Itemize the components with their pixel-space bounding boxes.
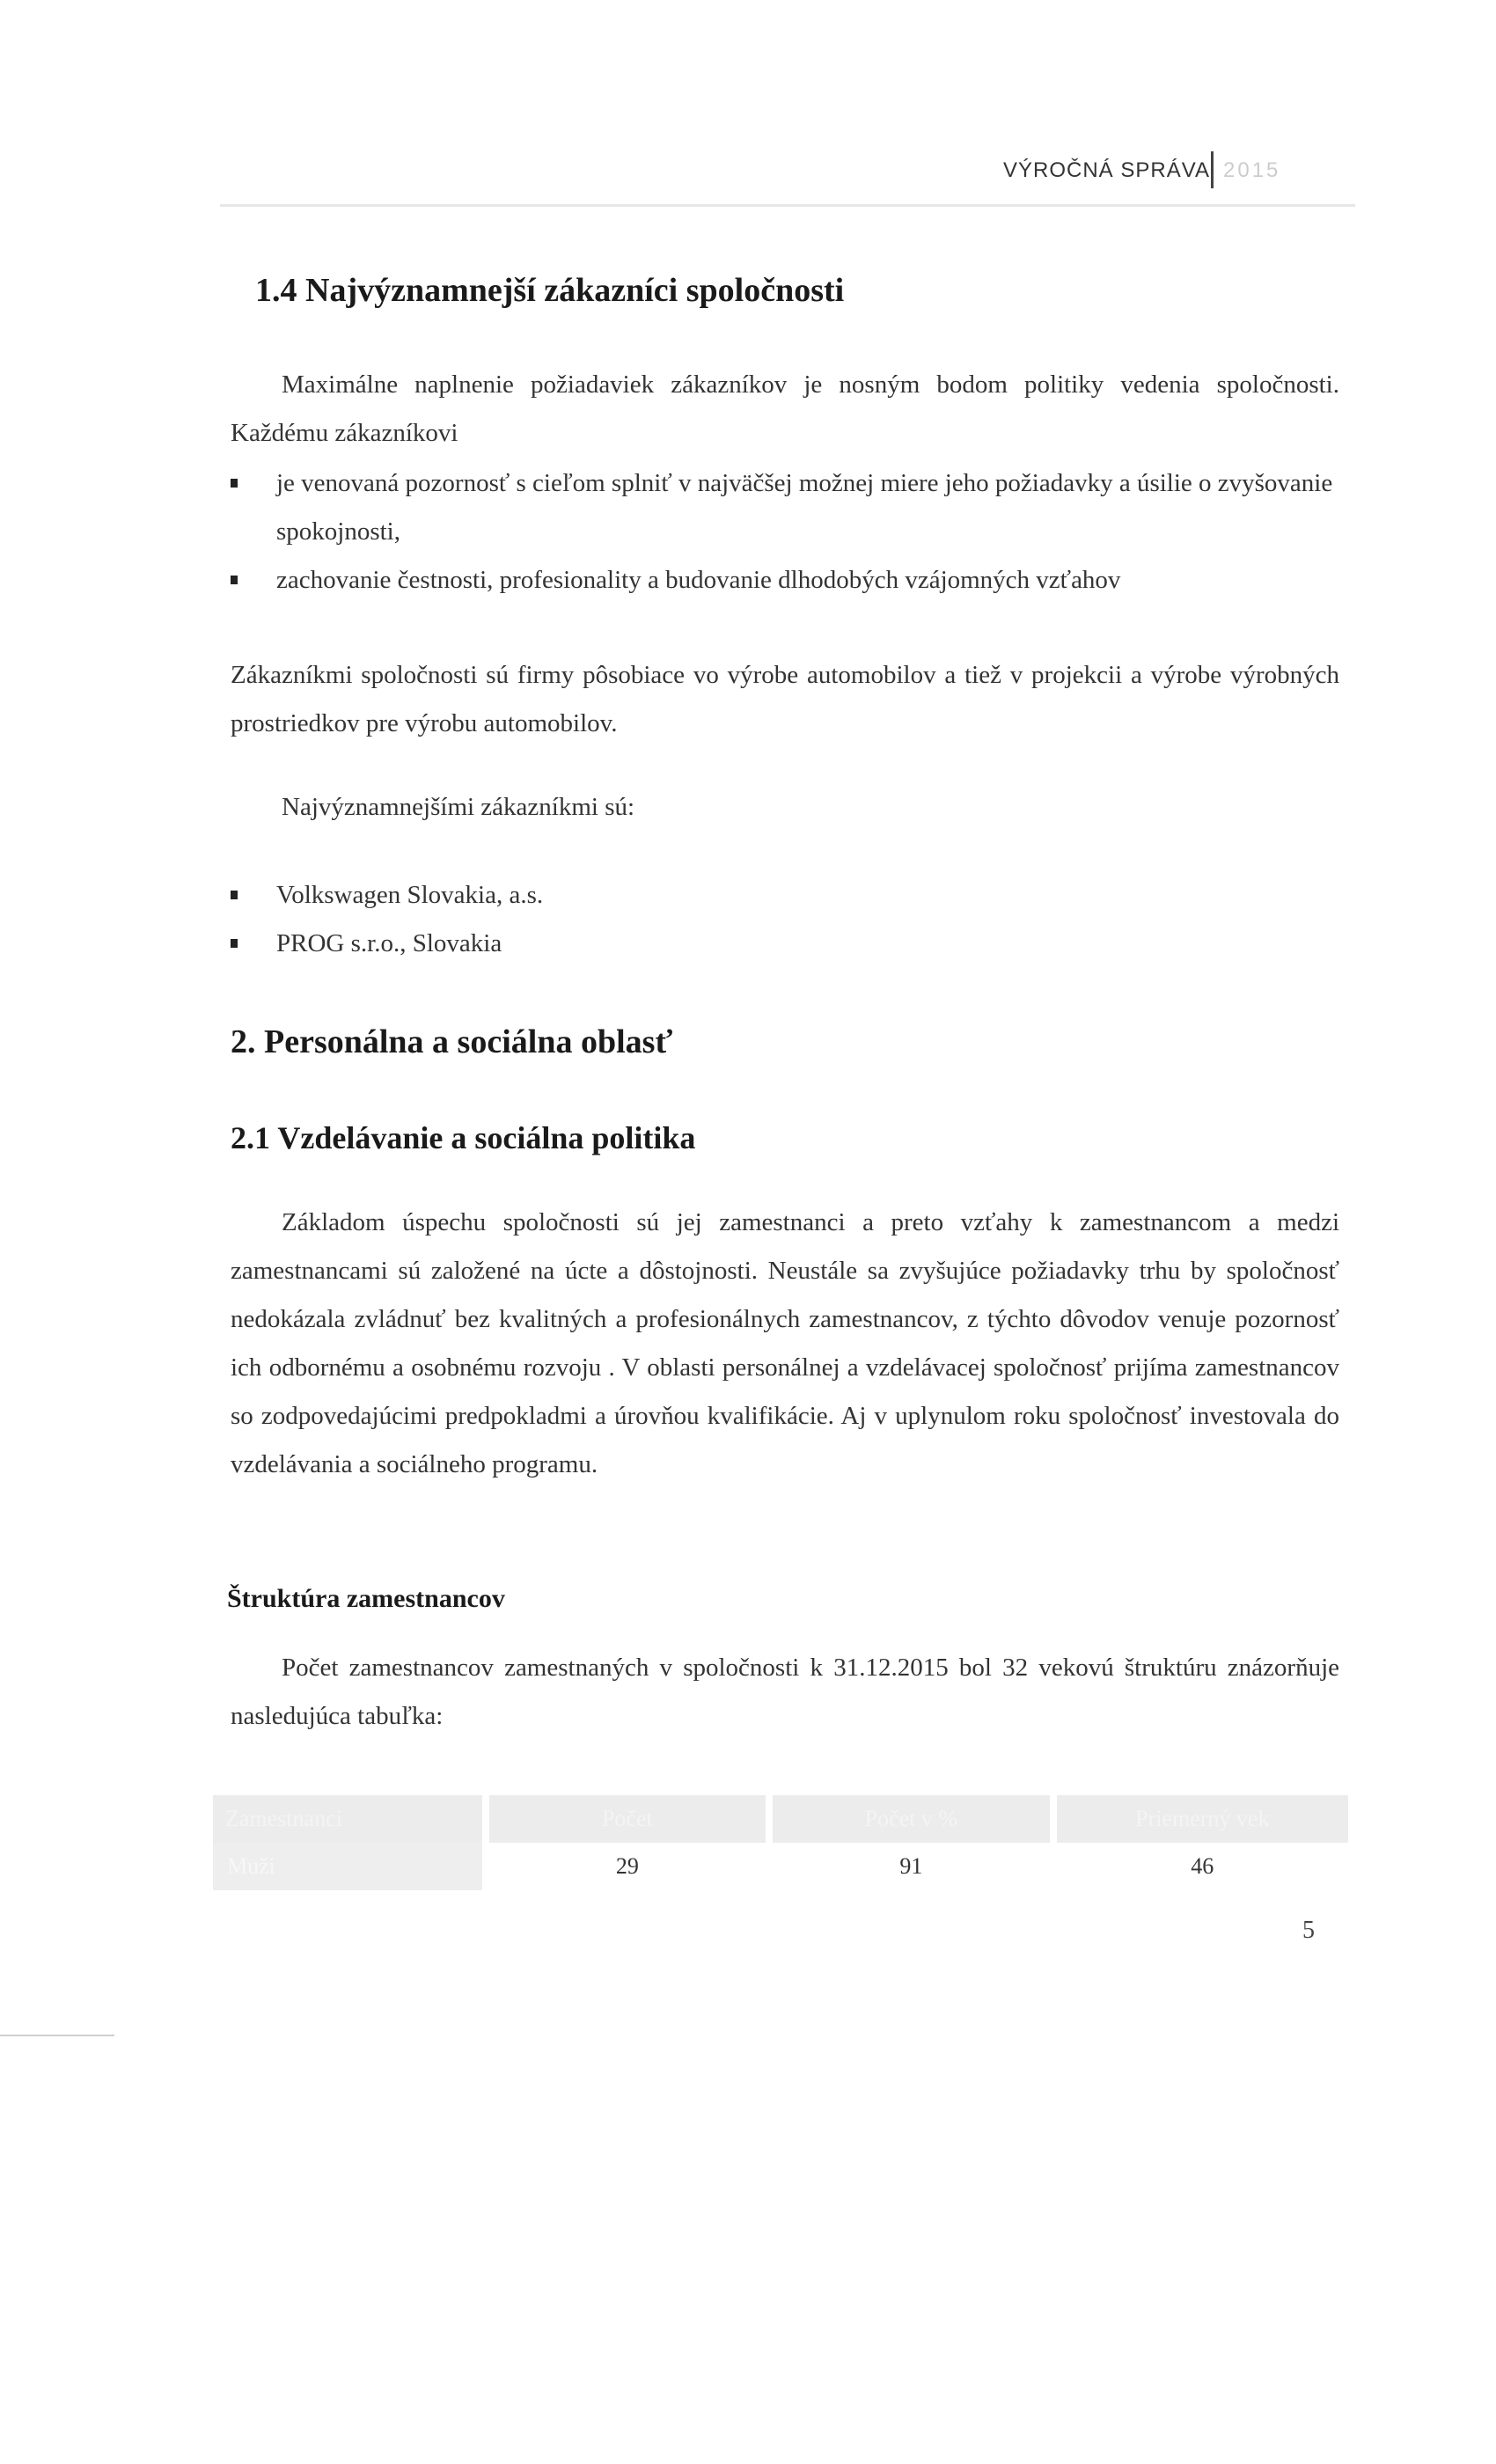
- list-item: [231, 920, 1339, 968]
- page-header: [1003, 151, 1355, 195]
- table-header-row: [213, 1795, 1348, 1843]
- table-row: [213, 1843, 1348, 1890]
- page-number: 5: [1302, 1917, 1315, 1944]
- section-2-1-heading: 2.1 Vzdelávanie a sociálna politika: [231, 1120, 696, 1155]
- section-2-1-text: Základom úspechu spoločnosti sú jej zamestnanci a preto vzťahy k zamestnancom a medzi zamestnancami sú založené na úcte a dôstojnosti. Neustále sa zvyšujúce požiadavky trhu by spoločnosť nedokázala zvládnuť bez kvalitných a profesionálnych zamestnancov, z týchto dôvodov venuje pozornosť ich odbornému a osobnému rozvoju . V oblasti personálnej a vzdelávacej spoločnosť prijíma zamestnancov so zodpovedajúcimi predpokladmi a úrovňou kvalifikácie. Aj v uplynulom roku spoločnosť investovala do vzdelávania a sociálneho programu.: [231, 1208, 1339, 1478]
- table-cell: 29: [486, 1843, 770, 1890]
- customer-name: Volkswagen Slovakia, a.s.: [276, 881, 544, 909]
- list-item: [231, 459, 1339, 556]
- structure-paragraph: [231, 1644, 1339, 1741]
- bullet-text: je venovaná pozornosť s cieľom splniť v najväčšej možnej miere jeho požiadavky a úsilie o zvyšovanie spokojnosti,: [276, 469, 1333, 546]
- column-header: Počet: [486, 1795, 770, 1843]
- report-title: VÝROČNÁ SPRÁVA: [1003, 158, 1210, 182]
- column-header: Priemerný vek: [1053, 1795, 1348, 1843]
- section-1-4-heading: 1.4 Najvýznamnejší zákazníci spoločnosti: [255, 272, 845, 309]
- customers-paragraph: [231, 651, 1339, 748]
- report-year: 2015: [1223, 158, 1281, 182]
- customer-name: PROG s.r.o., Slovakia: [276, 929, 502, 957]
- bullet-icon: [231, 479, 238, 488]
- list-item: [231, 556, 1339, 605]
- bullet-text: zachovanie čestnosti, profesionality a budovanie dlhodobých vzájomných vzťahov: [276, 566, 1121, 594]
- section-2-heading: 2. Personálna a sociálna oblasť: [231, 1023, 673, 1060]
- intro-text: Maximálne naplnenie požiadaviek zákazníkov je nosným bodom politiky vedenia spoločnosti. Každému zákazníkovi: [231, 370, 1339, 447]
- main-customers-label-block: [231, 783, 1339, 832]
- bullet-icon: [231, 939, 238, 948]
- structure-text: Počet zamestnancov zamestnaných v spoločnosti k 31.12.2015 bol 32 vekovú štruktúru znázorňuje nasledujúca tabuľka:: [231, 1654, 1339, 1730]
- customers-text: Zákazníkmi spoločnosti sú firmy pôsobiace vo výrobe automobilov a tiež v projekcii a výrobe výrobných prostriedkov pre výrobu automobilov.: [231, 661, 1339, 737]
- bottom-rule: [0, 2035, 114, 2036]
- structure-heading: Štruktúra zamestnancov: [227, 1584, 505, 1613]
- employee-table: [213, 1795, 1348, 1890]
- table-cell: Muži: [213, 1843, 486, 1890]
- bullet-icon: [231, 576, 238, 584]
- main-customers-label: Najvýznamnejšími zákazníkmi sú:: [282, 793, 635, 821]
- table-cell: 91: [769, 1843, 1053, 1890]
- customer-list: [231, 871, 1339, 968]
- section-2-1-paragraph: [231, 1199, 1339, 1489]
- column-header: Počet v %: [769, 1795, 1053, 1843]
- column-header: Zamestnanci: [213, 1795, 486, 1843]
- section-1-4-intro: [231, 361, 1339, 458]
- header-rule: [220, 204, 1355, 207]
- list-item: [231, 871, 1339, 920]
- header-divider: [1211, 151, 1214, 188]
- bullet-icon: [231, 891, 238, 899]
- policy-bullets: [231, 459, 1339, 605]
- table-cell: 46: [1053, 1843, 1348, 1890]
